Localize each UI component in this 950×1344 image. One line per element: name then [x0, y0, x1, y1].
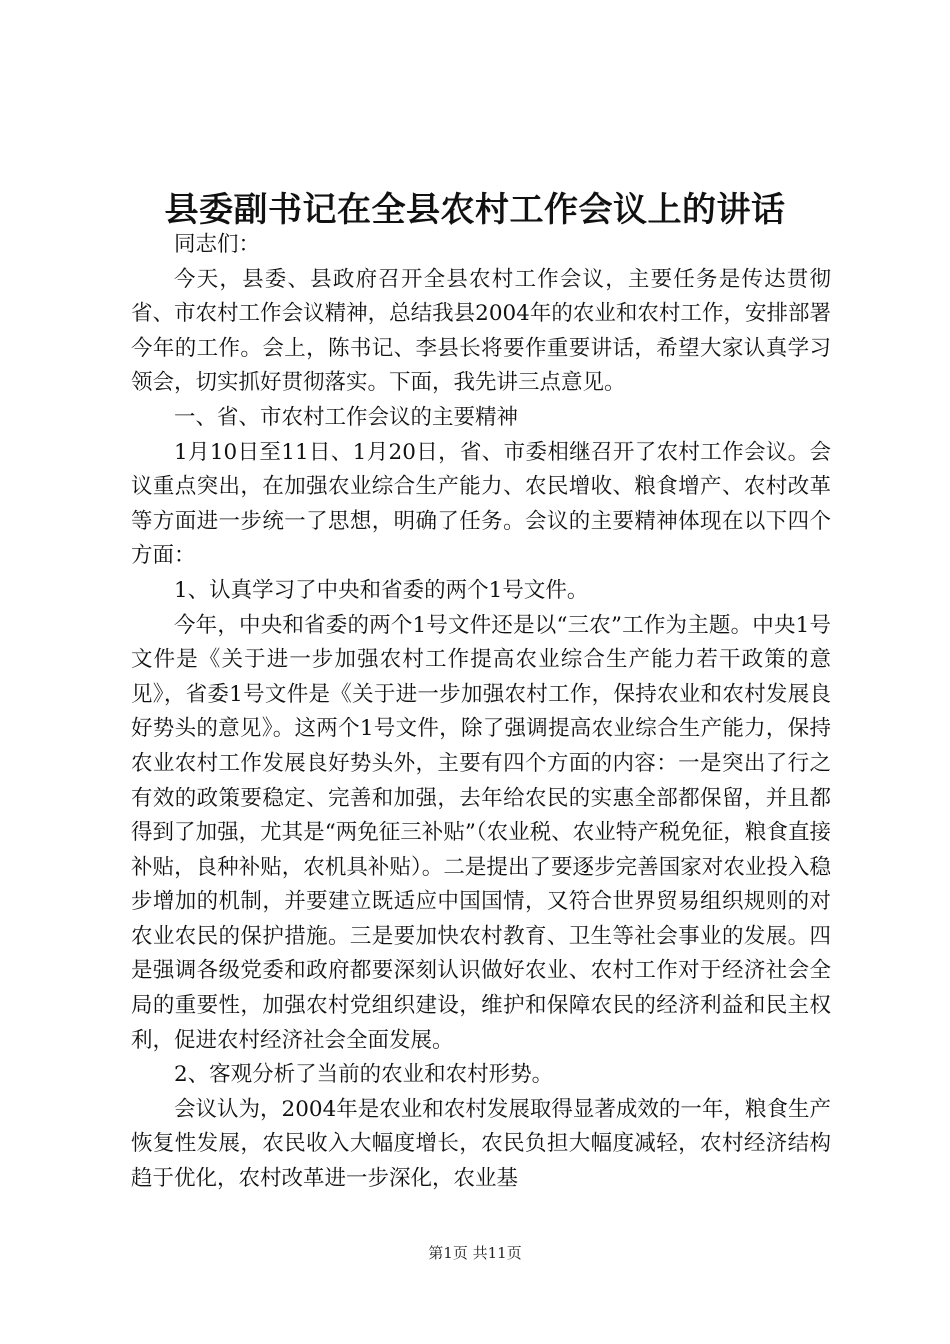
document-title: 县委副书记在全县农村工作会议上的讲话 — [164, 190, 786, 230]
subheading-2: 2、客观分析了当前的农业和农村形势。 — [174, 1062, 554, 1088]
paragraph-meeting: 1月10日至11日、1月20日，省、市委相继召开了农村工作会议。会议重点突出，在加强农业综合生产能力、农民增收、粮食增产、农村改革等方面进一步统一了思想，明确了任务。会议的主要精神体现在以下四个方面： — [131, 439, 831, 569]
paragraph-intro: 今天，县委、县政府召开全县农村工作会议，主要任务是传达贯彻省、市农村工作会议精神，总结我县2004年的农业和农村工作，安排部署今年的工作。会上，陈书记、李县长将要作重要讲话，希望大家认真学习领会，切实抓好贯彻落实。下面，我先讲三点意见。 — [131, 266, 831, 396]
subheading-1: 1、认真学习了中央和省委的两个1号文件。 — [174, 577, 589, 603]
paragraph-documents: 今年，中央和省委的两个1号文件还是以“三农”工作为主题。中央1号文件是《关于进一步加强农村工作提高农业综合生产能力若干政策的意见》，省委1号文件是《关于进一步加强农村工作，保持农业和农村发展良好势头的意见》。这两个1号文件，除了强调提高农业综合生产能力，保持农业农村工作发展良好势头外，主要有四个方面的内容：一是突出了行之有效的政策要稳定、完善和加强，去年给农民的实惠全部都保留，并且都得到了加强，尤其是“两免征三补贴”（农业税、农业特产税免征，粮食直接补贴，良种补贴，农机具补贴）。二是提出了要逐步完善国家对农业投入稳步增加的机制，并要建立既适应中国国情，又符合世界贸易组织规则的对农业农民的保护措施。三是要加快农村教育、卫生等社会事业的发展。四是强调各级党委和政府都要深刻认识做好农业、农村工作对于经济社会全局的重要性，加强农村党组织建设，维护和保障农民的经济利益和民主权利，促进农村经济社会全面发展。 — [131, 612, 831, 1053]
paragraph-situation: 会议认为，2004年是农业和农村发展取得显著成效的一年，粮食生产恢复性发展，农民收入大幅度增长，农民负担大幅度减轻，农村经济结构趋于优化，农村改革进一步深化，农业基 — [131, 1096, 831, 1192]
section-heading-1: 一、省、市农村工作会议的主要精神 — [174, 404, 519, 430]
page-number: 第1页 共11页 — [428, 1244, 522, 1262]
greeting: 同志们： — [174, 232, 261, 257]
document-body — [131, 228, 831, 1197]
